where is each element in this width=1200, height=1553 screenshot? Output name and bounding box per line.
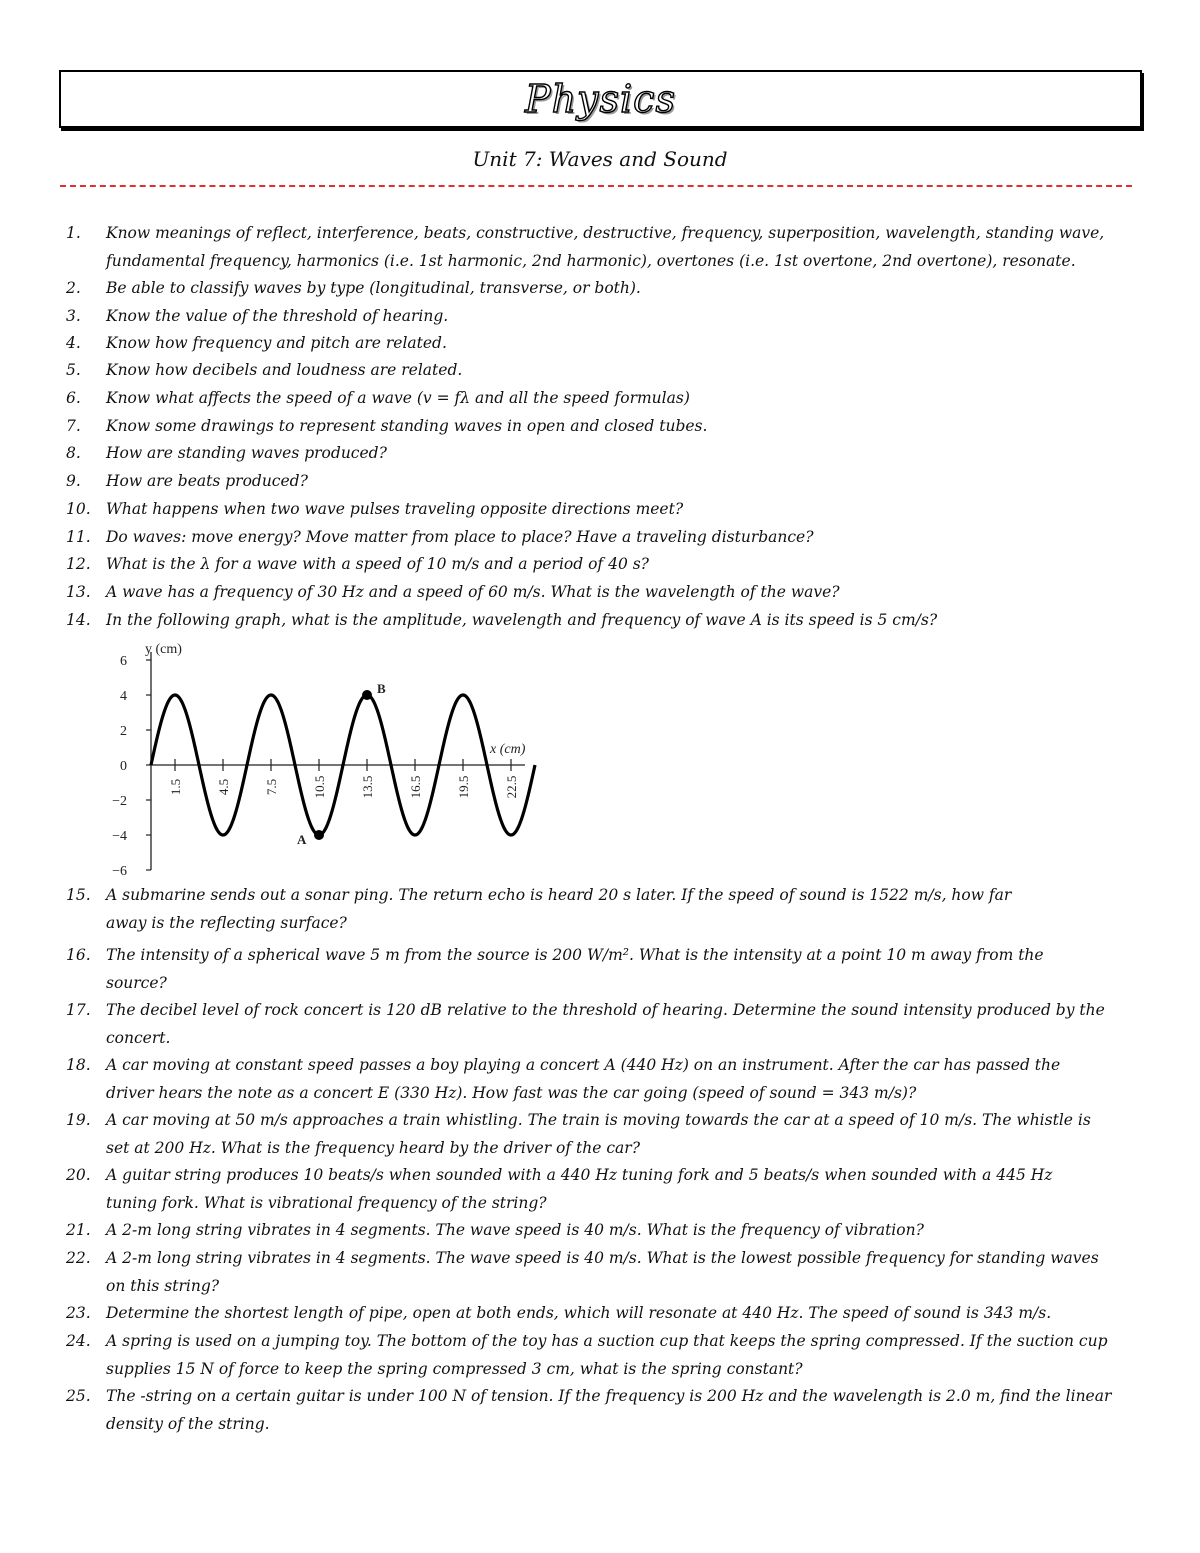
- question-number: 11.: [66, 528, 91, 546]
- question-number: 21.: [66, 1221, 91, 1239]
- point-label: B: [377, 681, 386, 696]
- question-number: 23.: [66, 1304, 91, 1322]
- y-tick-label: −6: [112, 864, 127, 879]
- question-text: [106, 524, 1146, 552]
- question-line: A spring is used on a jumping toy. The bottom of the toy has a suction cup that keeps the spring compressed. If the suction cup: [106, 1332, 1108, 1350]
- question-text: [106, 882, 1146, 937]
- question-line: density of the string.: [106, 1414, 270, 1433]
- question-number: 10.: [66, 500, 91, 518]
- y-tick-label: 2: [120, 724, 127, 739]
- question-number: 9.: [66, 472, 81, 490]
- question-number: 7.: [66, 417, 81, 435]
- question-line: The decibel level of rock concert is 120 dB relative to the threshold of hearing. Determine the sound intensity produced by the: [106, 1001, 1105, 1019]
- question-line: tuning fork. What is vibrational frequency of the string?: [106, 1193, 547, 1212]
- question-text: [106, 385, 1146, 413]
- question-text: [106, 1245, 1146, 1300]
- wave-chart: [105, 638, 555, 883]
- x-tick-label: 1.5: [168, 778, 183, 796]
- question-number: 4.: [66, 334, 81, 352]
- question-number: 17.: [66, 1001, 91, 1019]
- question-text: [106, 357, 1146, 385]
- question-line: Know what affects the speed of a wave (v = fλ and all the speed formulas): [106, 389, 690, 407]
- question-text: [106, 220, 1146, 275]
- question-number: 16.: [66, 946, 91, 964]
- question-line: supplies 15 N of force to keep the spring compressed 3 cm, what is the spring constant?: [106, 1359, 803, 1378]
- question-text: [106, 330, 1146, 358]
- question-line: Be able to classify waves by type (longitudinal, transverse, or both).: [106, 279, 641, 297]
- question-line: Do waves: move energy? Move matter from place to place? Have a traveling disturbance?: [106, 528, 814, 546]
- page-title: Physics: [525, 77, 676, 121]
- point-b: [362, 690, 372, 700]
- question-number: 25.: [66, 1387, 91, 1405]
- question-line: A submarine sends out a sonar ping. The return echo is heard 20 s later. If the speed of sound is 1522 m/s, how far: [106, 886, 1012, 904]
- question-text: [106, 468, 1146, 496]
- question-line: What happens when two wave pulses traveling opposite directions meet?: [106, 500, 684, 518]
- question-text: [106, 1328, 1146, 1383]
- question-number: 2.: [66, 279, 81, 297]
- question-line: Know how decibels and loudness are related.: [106, 361, 463, 379]
- question-text: [106, 607, 1146, 635]
- question-line: How are standing waves produced?: [106, 444, 387, 462]
- question-number: 8.: [66, 444, 81, 462]
- question-text: [106, 579, 1146, 607]
- y-tick-label: −4: [112, 829, 127, 844]
- question-line: Know meanings of reflect, interference, beats, constructive, destructive, frequency, superposition, wavelength, standing wave,: [106, 224, 1105, 242]
- question-number: 5.: [66, 361, 81, 379]
- question-text: [106, 496, 1146, 524]
- question-number: 13.: [66, 583, 91, 601]
- question-text: [106, 303, 1146, 331]
- question-number: 24.: [66, 1332, 91, 1350]
- question-line: A wave has a frequency of 30 Hz and a speed of 60 m/s. What is the wavelength of the wave?: [106, 583, 840, 601]
- question-text: [106, 1052, 1146, 1107]
- question-number: 20.: [66, 1166, 91, 1184]
- question-line: Know some drawings to represent standing waves in open and closed tubes.: [106, 417, 708, 435]
- point-a: [314, 830, 324, 840]
- question-line: driver hears the note as a concert E (330 Hz). How fast was the car going (speed of sound = 343 m/s)?: [106, 1083, 917, 1102]
- wave-chart-svg: [105, 638, 555, 883]
- x-tick-label: 7.5: [264, 778, 279, 796]
- x-axis-label: x (cm): [490, 742, 526, 757]
- question-number: 1.: [66, 224, 81, 242]
- point-label: A: [297, 832, 307, 847]
- question-text: [106, 440, 1146, 468]
- question-number: 22.: [66, 1249, 91, 1267]
- question-text: [106, 1162, 1146, 1217]
- question-line: A 2-m long string vibrates in 4 segments. The wave speed is 40 m/s. What is the frequency of vibration?: [106, 1221, 924, 1239]
- x-tick-label: 19.5: [456, 775, 471, 799]
- question-text: [106, 551, 1146, 579]
- question-number: 6.: [66, 389, 81, 407]
- question-text: [106, 1107, 1146, 1162]
- question-number: 18.: [66, 1056, 91, 1074]
- question-line: concert.: [106, 1028, 171, 1047]
- question-text: [106, 942, 1146, 997]
- question-number: 3.: [66, 307, 81, 325]
- question-text: [106, 1383, 1146, 1438]
- question-line: Determine the shortest length of pipe, open at both ends, which will resonate at 440 Hz. The speed of sound is 343 m/s.: [106, 1304, 1052, 1322]
- question-line: In the following graph, what is the amplitude, wavelength and frequency of wave A is its speed is 5 cm/s?: [106, 611, 938, 629]
- question-line: The -string on a certain guitar is under 100 N of tension. If the frequency is 200 Hz and the wavelength is 2.0 m, find the linear: [106, 1387, 1112, 1405]
- question-text: [106, 1217, 1146, 1245]
- question-text: [106, 997, 1146, 1052]
- x-tick-label: 13.5: [360, 775, 375, 799]
- question-number: 19.: [66, 1111, 91, 1129]
- question-line: source?: [106, 973, 167, 992]
- question-number: 15.: [66, 886, 91, 904]
- question-line: A 2-m long string vibrates in 4 segments. The wave speed is 40 m/s. What is the lowest possible frequency for standing waves: [106, 1249, 1099, 1267]
- y-tick-label: −2: [112, 794, 127, 809]
- question-line: set at 200 Hz. What is the frequency heard by the driver of the car?: [106, 1138, 641, 1157]
- x-tick-label: 4.5: [216, 778, 231, 796]
- y-tick-label: 0: [120, 759, 127, 774]
- question-text: [106, 275, 1146, 303]
- question-line: A guitar string produces 10 beats/s when sounded with a 440 Hz tuning fork and 5 beats/s when sounded with a 445 Hz: [106, 1166, 1053, 1184]
- x-tick-label: 10.5: [312, 775, 327, 799]
- page-subtitle: Unit 7: Waves and Sound: [472, 147, 728, 171]
- question-line: on this string?: [106, 1276, 220, 1295]
- question-number: 12.: [66, 555, 91, 573]
- x-tick-label: 16.5: [408, 775, 423, 799]
- question-line: How are beats produced?: [106, 472, 308, 490]
- question-line: A car moving at constant speed passes a boy playing a concert A (440 Hz) on an instrument. After the car has passed the: [106, 1056, 1061, 1074]
- question-line: away is the reflecting surface?: [106, 913, 347, 932]
- question-line: Know how frequency and pitch are related.: [106, 334, 447, 352]
- y-tick-label: 4: [120, 689, 127, 704]
- question-line: The intensity of a spherical wave 5 m from the source is 200 W/m². What is the intensity at a point 10 m away from the: [106, 946, 1044, 964]
- question-text: [106, 1300, 1146, 1328]
- question-line: What is the λ for a wave with a speed of 10 m/s and a period of 40 s?: [106, 555, 649, 573]
- question-line: Know the value of the threshold of hearing.: [106, 307, 449, 325]
- question-text: [106, 413, 1146, 441]
- question-line: A car moving at 50 m/s approaches a train whistling. The train is moving towards the car at a speed of 10 m/s. The whistle is: [106, 1111, 1091, 1129]
- x-tick-label: 22.5: [504, 775, 519, 799]
- question-line: fundamental frequency, harmonics (i.e. 1st harmonic, 2nd harmonic), overtones (i.e. 1st overtone, 2nd overtone), resonate.: [106, 251, 1076, 270]
- y-axis-label: y (cm): [145, 642, 182, 657]
- y-tick-label: 6: [120, 654, 127, 669]
- question-number: 14.: [66, 611, 91, 629]
